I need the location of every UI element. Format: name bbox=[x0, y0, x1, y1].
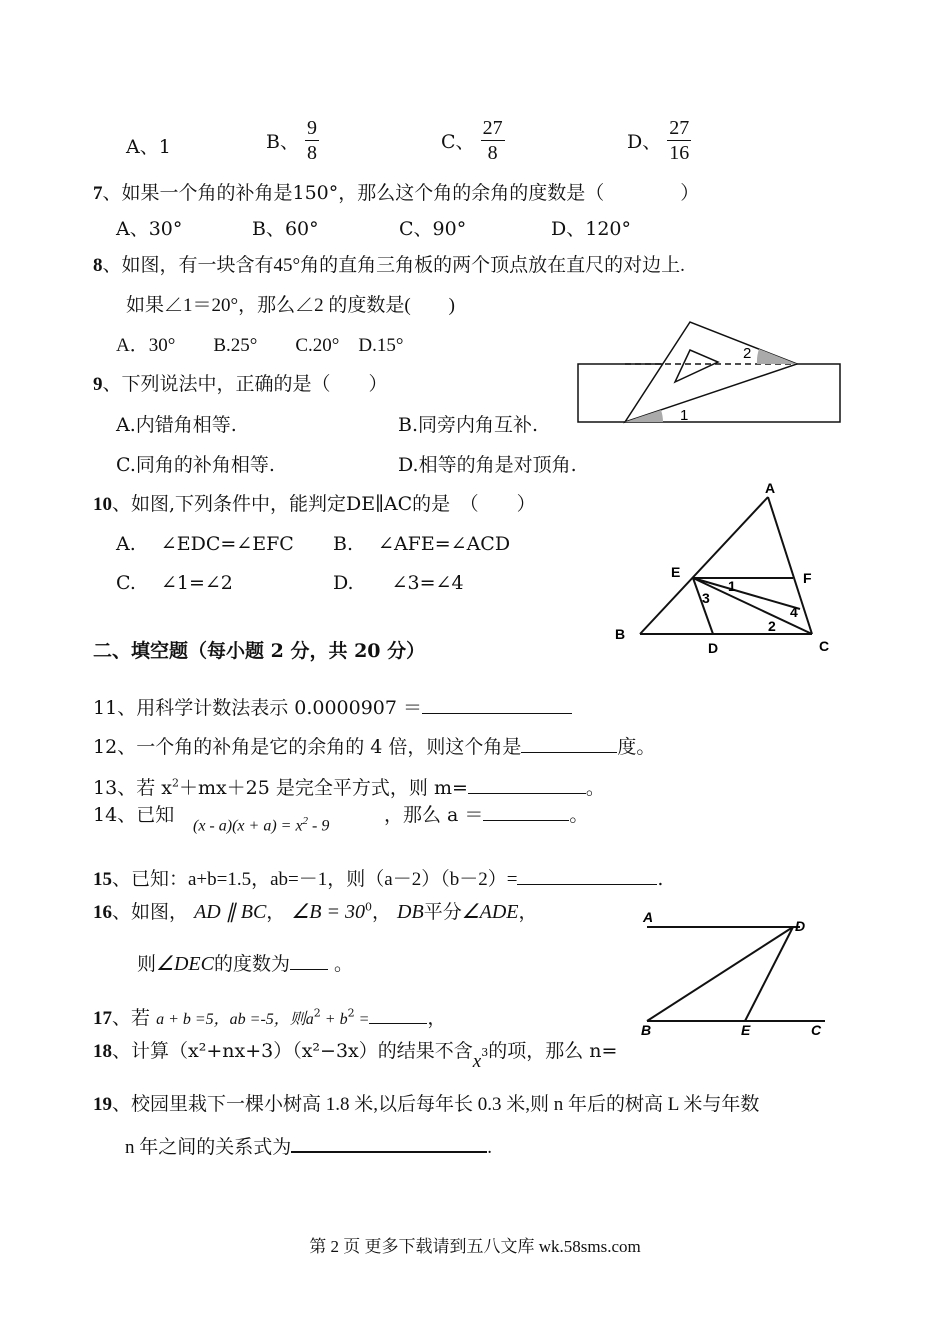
q14-formula: $(x - a)(x + a) = x^2 - 9$ bbox=[193, 815, 330, 835]
q6-option-d: D、 $\frac{27}{16}$ bbox=[627, 117, 690, 164]
point-a-label: A bbox=[643, 909, 654, 925]
q7-question: 7、如果一个角的补角是150°，那么这个角的余角的度数是（ ） bbox=[93, 182, 700, 204]
q11-answer-blank[interactable] bbox=[422, 695, 572, 714]
q16-question: 16、如图， AD ∥ BC， ∠B = $30^0$， DB平分∠ADE， bbox=[93, 900, 538, 923]
parallel-lines-figure bbox=[635, 905, 835, 1040]
point-f-label: F bbox=[803, 570, 812, 586]
point-c-label: C bbox=[819, 638, 830, 654]
triangle-abc-figure bbox=[605, 475, 845, 660]
fraction-27-8: $\frac{27}{8}$ bbox=[482, 117, 503, 164]
q17-answer-blank[interactable] bbox=[369, 1005, 427, 1024]
q12-answer-blank[interactable] bbox=[521, 734, 617, 753]
point-d-label: D bbox=[708, 640, 719, 656]
fraction-9-8: $\frac{9}{8}$ bbox=[307, 117, 318, 164]
q15-question: 15、已知：a+b=1.5，ab=－1，则（a－2）（b－2）= . bbox=[93, 868, 664, 890]
q9-option-c: C.同角的补角相等. bbox=[116, 454, 275, 476]
point-c-label: C bbox=[811, 1022, 822, 1038]
segment-bd bbox=[647, 927, 793, 1021]
segment-ed bbox=[745, 927, 793, 1021]
q6-option-a: A、1 bbox=[126, 136, 171, 158]
q8-question: 8、如图，有一块含有45°角的直角三角板的两个顶点放在直尺的对边上. bbox=[93, 255, 685, 276]
q10-option-d: D. ∠3=∠4 bbox=[333, 572, 464, 594]
q9-option-a: A.内错角相等. bbox=[116, 414, 237, 436]
q19-question-line2: n 年之间的关系式为 . bbox=[125, 1132, 492, 1159]
q17-question: 17、若 a + b =5，ab =-5，则$a^2 + b^2$ = ， bbox=[93, 1006, 447, 1029]
q13-question: 13、若 $x^2+mx+25$ 是完全平方式，则 m= 。 bbox=[93, 776, 605, 799]
q10-option-a: A. ∠EDC=∠EFC bbox=[116, 533, 294, 555]
segment-ba bbox=[640, 497, 768, 634]
angle-4-label: 4 bbox=[790, 604, 798, 620]
q8-question-line2: 如果∠1＝20°，那么∠2 的度数是( ) bbox=[126, 295, 456, 316]
angle-2-mark bbox=[757, 349, 797, 364]
q18-question: 18、计算（x²+nx+3）（x²−3x）的结果不含$x^3$的项，那么 n= bbox=[93, 1040, 618, 1072]
q6-option-c: C、 $\frac{27}{8}$ bbox=[441, 117, 503, 164]
q8-options: A．30° B.25° C.20° D.15° bbox=[116, 335, 404, 356]
q7-option-a: A、30° bbox=[116, 218, 183, 240]
q13-answer-blank[interactable] bbox=[468, 775, 586, 794]
q14-question-tail: ，那么 a ＝ 。 bbox=[384, 804, 589, 826]
q15-answer-blank[interactable] bbox=[517, 866, 657, 885]
point-e-label: E bbox=[671, 564, 681, 580]
q6-option-b: B、 $\frac{9}{8}$ bbox=[266, 117, 318, 164]
fraction-27-16: $\frac{27}{16}$ bbox=[669, 117, 690, 164]
q16-question-line2: 则∠DEC的度数为 。 bbox=[137, 953, 354, 975]
point-d-label: D bbox=[795, 918, 806, 934]
angle-2-label: 2 bbox=[768, 618, 776, 634]
q19-answer-blank[interactable] bbox=[291, 1133, 487, 1153]
angle-1-label: 1 bbox=[728, 578, 736, 594]
ruler-triangle-figure bbox=[570, 310, 845, 430]
point-e-label: E bbox=[741, 1022, 751, 1038]
point-a-label: A bbox=[765, 480, 776, 496]
angle-1-label: 1 bbox=[680, 407, 689, 424]
q10-question: 10、如图,下列条件中，能判定DE∥AC的是 （ ） bbox=[93, 493, 536, 515]
point-b-label: B bbox=[641, 1022, 652, 1038]
q14-answer-blank[interactable] bbox=[483, 802, 569, 821]
q9-option-b: B.同旁内角互补. bbox=[398, 414, 539, 436]
q10-option-b: B. ∠AFE=∠ACD bbox=[333, 533, 511, 555]
q9-option-d: D.相等的角是对顶角. bbox=[398, 454, 577, 476]
q11-question: 11、用科学计数法表示 0.0000907 ＝ bbox=[93, 693, 572, 720]
q14-question: 14、已知 bbox=[93, 804, 175, 826]
q16-answer-blank[interactable] bbox=[290, 951, 328, 970]
point-b-label: B bbox=[615, 626, 626, 642]
page-footer: 第 2 页 更多下载请到五八文库 wk.58sms.com bbox=[309, 1237, 641, 1256]
q10-option-c: C. ∠1=∠2 bbox=[116, 572, 233, 594]
q7-option-b: B、60° bbox=[252, 218, 319, 240]
section-2-title: 二、填空题（每小题 2 分，共 20 分） bbox=[93, 640, 426, 662]
q9-question: 9、下列说法中，正确的是（ ） bbox=[93, 373, 388, 395]
q12-question: 12、一个角的补角是它的余角的 4 倍，则这个角是 度。 bbox=[93, 736, 656, 758]
angle-2-label: 2 bbox=[743, 345, 752, 362]
q7-option-d: D、120° bbox=[551, 218, 631, 240]
q19-question: 19、校园里栽下一棵小树高 1.8 米,以后每年长 0.3 米,则 n 年后的树高 L 米与年数 bbox=[93, 1094, 760, 1115]
q7-option-c: C、90° bbox=[399, 218, 467, 240]
angle-3-label: 3 bbox=[702, 590, 710, 606]
